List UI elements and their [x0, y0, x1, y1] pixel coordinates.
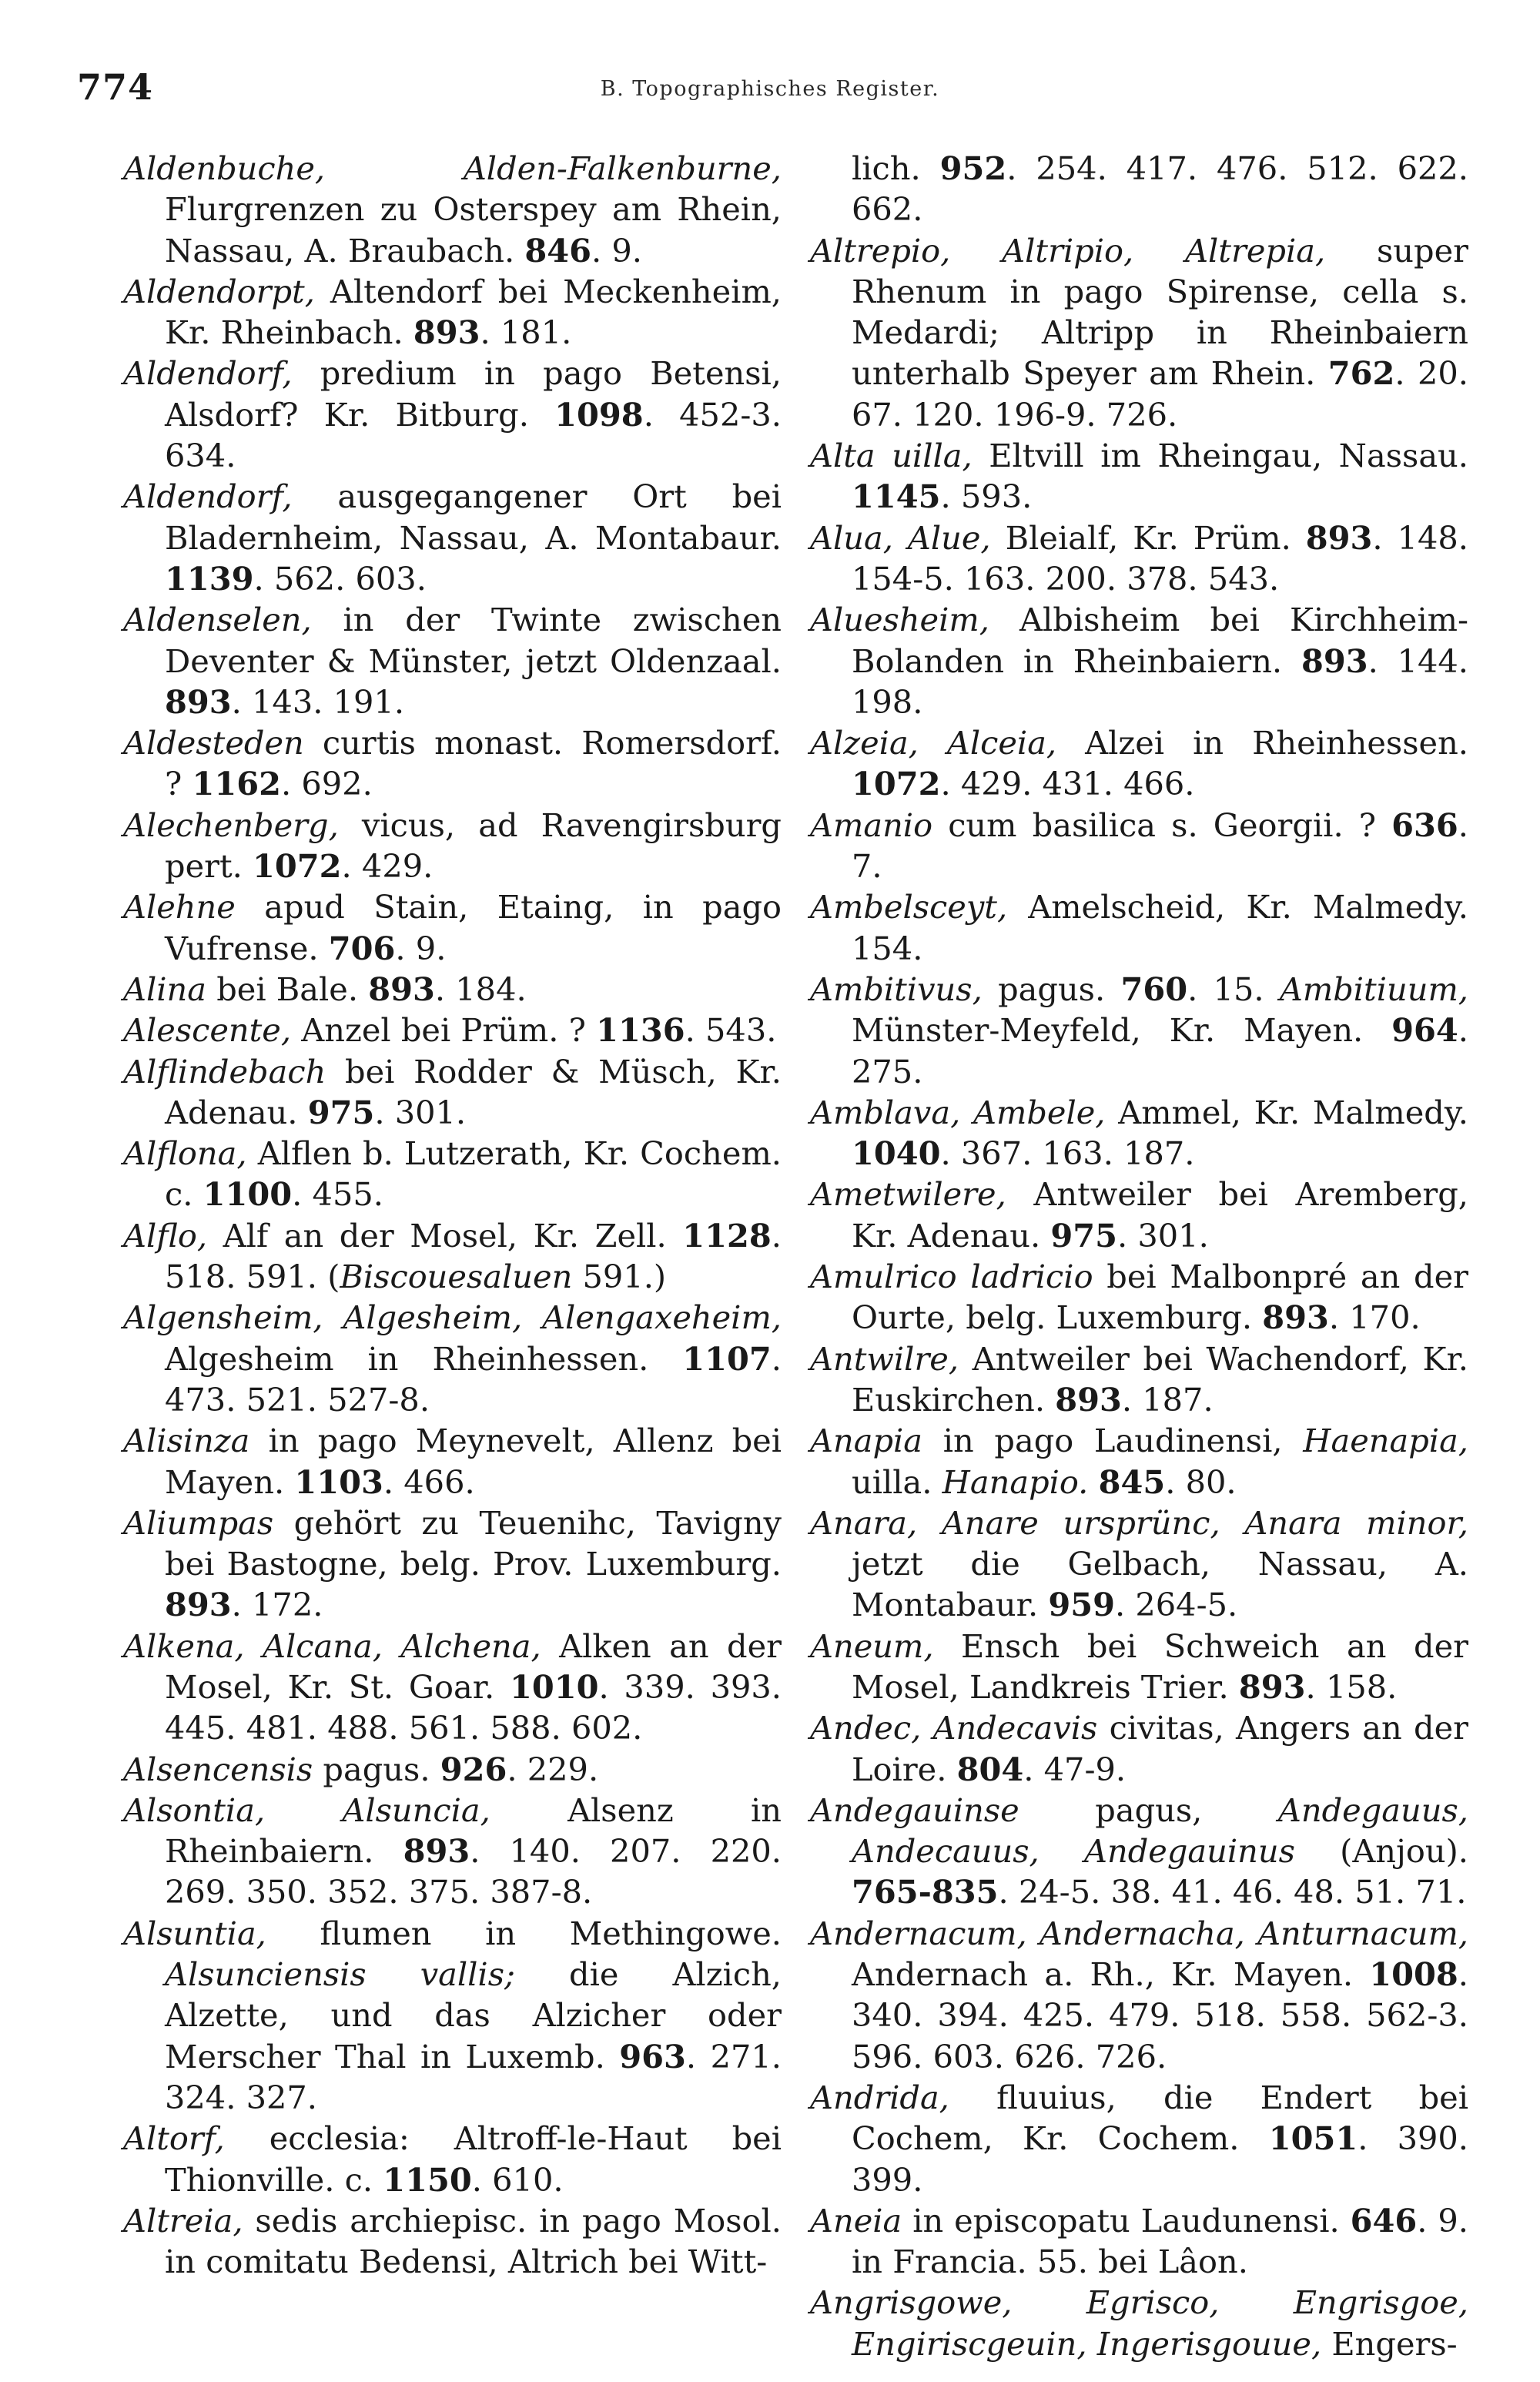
- entry-text: . 275.: [852, 1011, 1468, 1090]
- entry-text: Algesheim in Rheinhessen.: [165, 1339, 683, 1378]
- entry-text: bei Malbonpré an der Ourte, belg. Luxemburg.: [852, 1258, 1469, 1337]
- register-entry: [810, 969, 1468, 1092]
- place-name: Andrida,: [810, 2078, 949, 2116]
- entry-text: civitas, Angers an der Loire.: [852, 1709, 1468, 1788]
- place-name: Andegauus, Andecauus, Andegauinus: [852, 1791, 1468, 1871]
- document-number: 975: [307, 1093, 375, 1131]
- entry-text: . 692.: [280, 765, 373, 803]
- document-number: 1098: [554, 395, 644, 434]
- register-entry: [810, 1092, 1468, 1174]
- entry-text: . 301.: [374, 1093, 467, 1131]
- entry-text: Engers-: [1321, 2324, 1458, 2363]
- page-number: 774: [77, 66, 154, 108]
- entry-text: 591.): [572, 1258, 667, 1296]
- page-header: [77, 66, 1463, 112]
- document-number: 762: [1327, 354, 1395, 393]
- entry-text: . 452-3. 634.: [165, 395, 782, 475]
- entry-text: pagus,: [1019, 1791, 1278, 1829]
- place-name: Alflo,: [123, 1216, 208, 1255]
- left-column: [123, 148, 782, 2282]
- entry-text: ausgegangener Ort bei Bladernheim, Nassau, A. Montabaur.: [165, 477, 782, 557]
- entry-text: . 340. 394. 425. 479. 518. 558. 562-3. 596. 603. 626. 726.: [852, 1955, 1468, 2075]
- entry-text: . 429. 431. 466.: [940, 765, 1195, 803]
- entry-text: . 144. 198.: [852, 642, 1468, 721]
- register-entry: [123, 1790, 782, 1913]
- document-number: 963: [619, 2037, 686, 2075]
- place-name: Alina: [123, 970, 206, 1008]
- entry-text: Alken an der Mosel, Kr. St. Goar.: [165, 1627, 782, 1706]
- document-number: 636: [1391, 806, 1458, 844]
- document-number: 1100: [203, 1175, 293, 1214]
- register-entry: [123, 1913, 782, 2118]
- place-name: Alechenberg,: [123, 806, 339, 844]
- register-entry: [123, 353, 782, 476]
- entry-text: . 562. 603.: [253, 559, 427, 598]
- entry-text: . 9.: [591, 231, 642, 270]
- place-name: Alzeia, Alceia,: [810, 724, 1057, 762]
- entry-text: die Alzich, Alzette, und das Alzicher oder Merscher Thal in Luxemb.: [165, 1955, 782, 2075]
- document-number: 646: [1350, 2201, 1418, 2240]
- place-name: Aldendorf,: [123, 477, 293, 516]
- entry-text: in pago Laudinensi,: [922, 1422, 1304, 1460]
- place-name: Altrepio, Altripio, Altrepia,: [810, 231, 1326, 270]
- entry-text: . 7.: [852, 806, 1468, 886]
- entry-text: sedis archiepisc. in pago Mosol. in comitatu Bedensi, Altrich bei Witt-: [165, 2201, 782, 2281]
- right-column: [810, 148, 1468, 2364]
- place-name: Ambitiuum,: [1279, 970, 1468, 1008]
- document-number: 1128: [682, 1216, 772, 1255]
- document-number: 1107: [682, 1339, 772, 1378]
- entry-text: . 24-5. 38. 41. 46. 48. 51. 71.: [998, 1873, 1467, 1911]
- document-number: 1051: [1268, 2119, 1358, 2158]
- entry-text: . 466.: [383, 1462, 475, 1501]
- entry-text: . 367. 163. 187.: [940, 1134, 1195, 1173]
- entry-text: . 473. 521. 527-8.: [165, 1339, 782, 1419]
- place-name: Altorf,: [123, 2119, 225, 2158]
- place-name: Haenapia,: [1303, 1422, 1468, 1460]
- entry-text: bei Rodder & Müsch, Kr. Adenau.: [165, 1052, 782, 1131]
- entry-text: bei Bale.: [206, 970, 369, 1008]
- entry-text: lich.: [852, 149, 940, 187]
- document-number: 760: [1120, 970, 1188, 1008]
- place-name: Amblava, Ambele,: [810, 1093, 1106, 1131]
- entry-text: Ensch bei Schweich an der Mosel, Landkreis Trier.: [852, 1627, 1468, 1706]
- entry-text: uilla.: [852, 1462, 942, 1501]
- entry-text: . 264-5.: [1114, 1586, 1238, 1624]
- document-number: 1136: [596, 1011, 685, 1050]
- place-name: Amulrico ladricio: [810, 1258, 1093, 1296]
- register-entry: [123, 1749, 782, 1790]
- place-name: Alehne: [123, 888, 236, 926]
- document-number: 893: [413, 313, 480, 352]
- place-name: Angrisgowe, Egrisco, Engrisgoe, Engiriscgeuin, Ingerisgouue,: [810, 2283, 1468, 2363]
- document-number: 952: [939, 149, 1007, 187]
- entry-text: jetzt die Gelbach, Nassau, A. Montabaur.: [852, 1545, 1468, 1624]
- register-entry: [810, 230, 1468, 435]
- entry-text: . 229.: [507, 1750, 599, 1788]
- register-entry: [810, 805, 1468, 887]
- register-entry: [810, 1256, 1468, 1338]
- register-entry: [123, 1503, 782, 1626]
- entry-text: . 429.: [341, 847, 434, 886]
- register-entry: [810, 886, 1468, 969]
- entry-text: in episcopatu Laudunensi.: [902, 2201, 1351, 2240]
- entry-text: Alf an der Mosel, Kr. Zell.: [207, 1216, 683, 1255]
- entry-text: . 140. 207. 220. 269. 350. 352. 375. 387-8.: [165, 1832, 782, 1911]
- register-entry: [810, 1626, 1468, 1708]
- document-number: 959: [1048, 1586, 1115, 1624]
- entry-text: Albisheim bei Kirchheim-Bolanden in Rheinbaiern.: [852, 601, 1468, 680]
- entry-text: Flurgrenzen zu Osterspey am Rhein, Nassau, A. Braubach.: [165, 190, 782, 270]
- register-entry: [123, 148, 782, 271]
- register-entry: [810, 1790, 1468, 1913]
- document-number: 893: [165, 1586, 232, 1624]
- entry-text: predium in pago Betensi, Alsdorf? Kr. Bitburg.: [165, 354, 782, 434]
- place-name: Alflona,: [123, 1134, 247, 1173]
- entry-text: . 143. 191.: [231, 682, 405, 721]
- entry-text: super Rhenum in pago Spirense, cella s. Medardi; Altripp in Rheinbaiern unterhalb Speyer am Rhein.: [852, 231, 1468, 393]
- entry-text: . 80.: [1165, 1462, 1237, 1501]
- document-number: 1008: [1369, 1955, 1458, 1994]
- document-number: 845: [1098, 1462, 1166, 1501]
- place-name: Aluesheim,: [810, 601, 989, 639]
- document-number: 765-835: [852, 1873, 999, 1911]
- document-number: 1103: [294, 1462, 383, 1501]
- entry-text: gehört zu Teuenihc, Tavigny bei Bastogne, belg. Prov. Luxemburg.: [165, 1503, 782, 1583]
- entry-text: . 271. 324. 327.: [165, 2037, 782, 2116]
- entry-text: . 170.: [1328, 1298, 1421, 1337]
- entry-text: flumen in Methingowe.: [266, 1914, 782, 1952]
- place-name: Alua, Alue,: [810, 518, 991, 557]
- entry-text: . 9.: [395, 929, 447, 967]
- place-name: Anara, Anare ursprünc, Anara minor,: [810, 1503, 1468, 1542]
- register-entry: [123, 1626, 782, 1749]
- place-name: Ambelsceyt,: [810, 888, 1008, 926]
- entry-text: curtis monast. Romersdorf. ?: [165, 724, 782, 803]
- entry-text: Andernach a. Rh., Kr. Mayen.: [852, 1955, 1370, 1994]
- place-name: Altreia,: [123, 2201, 243, 2240]
- place-name: Aneia: [810, 2201, 902, 2240]
- entry-text: . 20. 67. 120. 196-9. 726.: [852, 354, 1469, 434]
- place-name: Aldenbuche, Alden-Falkenburne,: [123, 149, 782, 187]
- place-name: Alsunciensis vallis;: [165, 1955, 515, 1994]
- document-number: 1072: [852, 765, 941, 803]
- entry-text: in der Twinte zwischen Deventer & Münster, jetzt Oldenzaal.: [165, 601, 782, 680]
- document-number: 964: [1391, 1011, 1458, 1050]
- register-entry: [123, 599, 782, 722]
- place-name: Andernacum, Andernacha, Anturnacum,: [810, 1914, 1468, 1952]
- entry-text: pagus.: [313, 1750, 440, 1788]
- register-entry: [123, 805, 782, 887]
- register-entry: [810, 518, 1468, 600]
- document-number: 1040: [852, 1134, 941, 1173]
- entry-text: Bleialf, Kr. Prüm.: [990, 518, 1306, 557]
- place-name: Aldesteden: [123, 724, 304, 762]
- running-title: B. Topographisches Register.: [600, 77, 940, 101]
- document-number: 893: [368, 970, 435, 1008]
- register-entry: [123, 969, 782, 1010]
- entry-text: . 543.: [685, 1011, 777, 1050]
- place-name: Amanio: [810, 806, 933, 844]
- entry-text: . 610.: [471, 2160, 564, 2199]
- document-number: 1162: [192, 765, 281, 803]
- register-entry: [123, 271, 782, 353]
- register-entry: [123, 2118, 782, 2200]
- entry-text: . 390. 399.: [852, 2119, 1468, 2199]
- document-number: 893: [165, 682, 232, 721]
- entry-text: . 339. 393. 445. 481. 488. 561. 588. 602.: [165, 1667, 782, 1747]
- place-name: Alta uilla,: [810, 437, 973, 475]
- place-name: Alsuntia,: [123, 1914, 266, 1952]
- register-entry: [123, 476, 782, 599]
- entry-text: . 184.: [434, 970, 527, 1008]
- entry-text: in pago Meynevelt, Allenz bei Mayen.: [165, 1422, 782, 1501]
- register-entry: [123, 2200, 782, 2283]
- entry-text: vicus, ad Ravengirsburg pert.: [165, 806, 782, 886]
- register-entry: [810, 2077, 1468, 2200]
- entry-text: . 15.: [1187, 970, 1280, 1008]
- place-name: Ametwilere,: [810, 1175, 1006, 1214]
- document-number: 1150: [383, 2160, 472, 2199]
- register-entry: [810, 2282, 1468, 2364]
- place-name: Aliumpas: [123, 1503, 274, 1542]
- entry-text: . 455.: [292, 1175, 383, 1214]
- place-name: Antwilre,: [810, 1339, 959, 1378]
- entry-text: . 593.: [940, 477, 1033, 516]
- entry-text: Eltvill im Rheingau, Nassau.: [972, 437, 1468, 475]
- entry-text: Altendorf bei Meckenheim, Kr. Rheinbach.: [165, 272, 782, 352]
- document-number: 893: [1305, 518, 1373, 557]
- entry-text: cum basilica s. Georgii. ?: [932, 806, 1392, 844]
- entry-text: Antweiler bei Aremberg, Kr. Adenau.: [852, 1175, 1468, 1255]
- document-number: 804: [956, 1750, 1024, 1788]
- register-entry: [810, 435, 1468, 518]
- place-name: Alflindebach: [123, 1052, 326, 1090]
- place-name: Algensheim, Algesheim, Alengaxeheim,: [123, 1298, 782, 1337]
- document-number: 1010: [509, 1667, 599, 1706]
- entry-text: . 518. 591. (: [165, 1216, 782, 1296]
- document-number: 846: [524, 231, 591, 270]
- entry-text: Münster-Meyfeld, Kr. Mayen.: [852, 1011, 1392, 1050]
- register-entry: [810, 722, 1468, 805]
- register-entry: [810, 148, 1468, 230]
- document-number: 893: [1301, 642, 1368, 680]
- entry-text: Antweiler bei Wachendorf, Kr. Euskirchen.: [852, 1339, 1468, 1419]
- entry-text: . 148. 154-5. 163. 200. 378. 543.: [852, 518, 1468, 598]
- entry-text: Alflen b. Lutzerath, Kr. Cochem. c.: [165, 1134, 782, 1214]
- entry-text: . 172.: [231, 1586, 323, 1624]
- entry-text: . 301.: [1116, 1216, 1209, 1255]
- place-name: Alkena, Alcana, Alchena,: [123, 1627, 541, 1665]
- entry-text: fluuius, die Endert bei Cochem, Kr. Cochem.: [852, 2078, 1468, 2158]
- register-entry: [123, 1420, 782, 1503]
- entry-text: pagus.: [982, 970, 1121, 1008]
- place-name: Hanapio.: [942, 1462, 1089, 1501]
- place-name: Andec, Andecavis: [810, 1709, 1098, 1747]
- place-name: Alsencensis: [123, 1750, 313, 1788]
- entry-text: [1088, 1463, 1098, 1501]
- entry-text: . 187.: [1121, 1380, 1214, 1419]
- register-entry: [810, 599, 1468, 722]
- register-entry: [810, 1338, 1468, 1421]
- entry-text: Alzei in Rheinhessen.: [1056, 724, 1468, 762]
- document-number: 1145: [852, 477, 941, 516]
- place-name: Ambitivus,: [810, 970, 983, 1008]
- entry-text: . 158.: [1305, 1667, 1398, 1706]
- entry-text: Ammel, Kr. Malmedy.: [1105, 1093, 1468, 1131]
- entry-text: Amelscheid, Kr. Malmedy. 154.: [852, 888, 1468, 967]
- entry-text: . 254. 417. 476. 512. 622. 662.: [852, 149, 1468, 229]
- document-number: 706: [328, 929, 396, 967]
- document-number: 893: [1055, 1380, 1122, 1419]
- document-number: 893: [1238, 1667, 1306, 1706]
- place-name: Alescente,: [123, 1011, 292, 1050]
- register-entry: [810, 1174, 1468, 1256]
- register-entry: [810, 2200, 1468, 2283]
- document-number: 926: [440, 1750, 507, 1788]
- register-entry: [123, 1215, 782, 1298]
- register-entry: [123, 1010, 782, 1050]
- register-entry: [123, 1297, 782, 1420]
- entry-text: Anzel bei Prüm. ?: [291, 1011, 597, 1050]
- place-name: Biscouesaluen: [340, 1258, 573, 1296]
- place-name: Aldendorpt,: [123, 272, 315, 310]
- entry-text: . 47-9.: [1023, 1750, 1127, 1788]
- entry-text: (Anjou).: [1294, 1832, 1468, 1871]
- register-entry: [123, 1051, 782, 1134]
- document-number: 893: [1262, 1298, 1329, 1337]
- place-name: Alisinza: [123, 1422, 250, 1460]
- place-name: Aldendorf,: [123, 354, 293, 393]
- place-name: Aneum,: [810, 1627, 934, 1665]
- entry-text: ecclesia: Altroff-le-Haut bei Thionville. c.: [165, 2119, 782, 2199]
- register-entry: [810, 1503, 1468, 1626]
- place-name: Alsontia, Alsuncia,: [123, 1791, 490, 1829]
- document-number: 1139: [165, 559, 254, 598]
- place-name: Andegauinse: [810, 1791, 1019, 1829]
- entry-text: . 9. in Francia. 55. bei Lâon.: [852, 2201, 1468, 2281]
- entry-text: apud Stain, Etaing, in pago Vufrense.: [165, 888, 782, 967]
- entry-text: Alsenz in Rheinbaiern.: [165, 1791, 782, 1871]
- document-number: 1072: [253, 847, 342, 886]
- document-number: 893: [403, 1832, 470, 1871]
- place-name: Anapia: [810, 1422, 923, 1460]
- place-name: Aldenselen,: [123, 601, 312, 639]
- register-entry: [810, 1913, 1468, 2077]
- register-entry: [123, 886, 782, 969]
- register-entry: [123, 722, 782, 805]
- register-entry: [123, 1133, 782, 1215]
- document-number: 975: [1050, 1216, 1117, 1255]
- register-entry: [810, 1420, 1468, 1503]
- entry-text: . 181.: [480, 313, 572, 352]
- register-entry: [810, 1707, 1468, 1790]
